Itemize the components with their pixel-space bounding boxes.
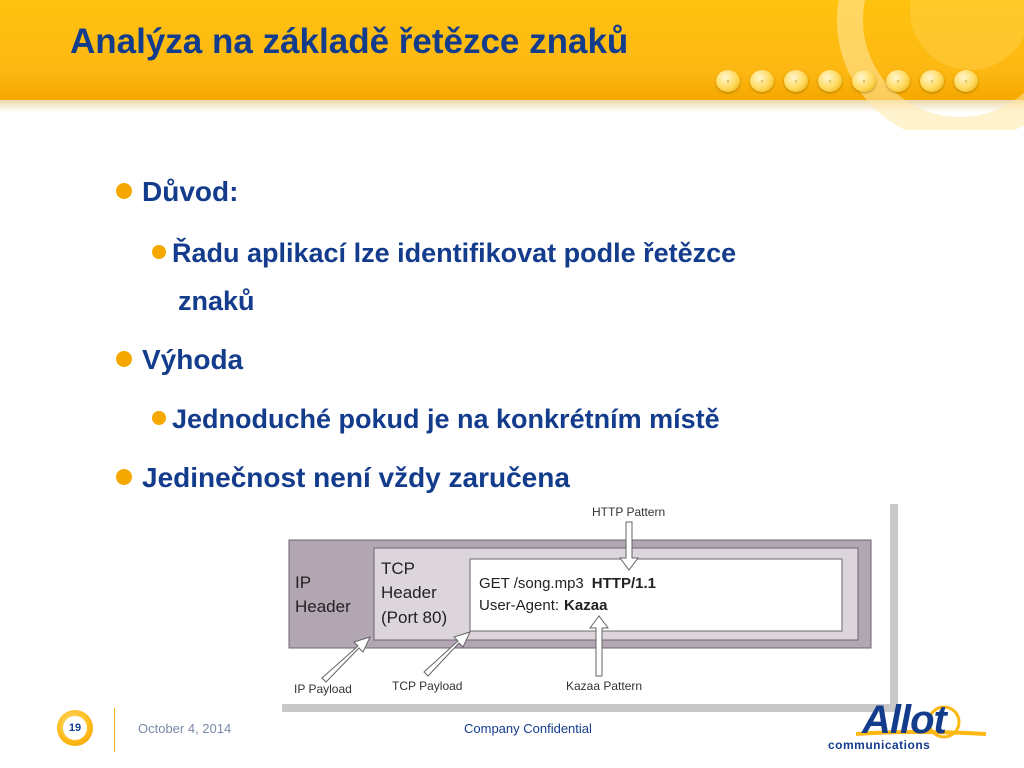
slide-number: 19 bbox=[63, 716, 87, 740]
logo-text: Allot bbox=[862, 698, 946, 742]
payload-line2-prefix: User-Agent: bbox=[479, 597, 560, 614]
diagram-frame-shadow bbox=[282, 704, 898, 712]
diagram-frame-shadow bbox=[890, 504, 898, 712]
slide-title: Analýza na základě řetězce znaků bbox=[70, 22, 629, 61]
bullet-text: Důvod: bbox=[142, 176, 239, 207]
callout-ip-payload: IP Payload bbox=[294, 682, 352, 696]
tcp-label-line2: Header bbox=[381, 583, 437, 602]
slide-number-badge bbox=[57, 710, 93, 746]
bullet-text: Jednoduché pokud je na konkrétním místě bbox=[172, 404, 720, 434]
decor-dot-icon: ◦ bbox=[750, 70, 774, 92]
decor-dot-icon: ◦ bbox=[818, 70, 842, 92]
decor-dot-icon: ◦ bbox=[716, 70, 740, 92]
ip-label-line2: Header bbox=[295, 597, 351, 616]
decor-dot-icon: ◦ bbox=[784, 70, 808, 92]
company-logo bbox=[826, 700, 996, 756]
kazaa-pattern-text: Kazaa bbox=[564, 597, 608, 614]
http-pattern-text: HTTP/1.1 bbox=[591, 575, 656, 592]
payload-line1 bbox=[479, 575, 656, 592]
bullet-text: znaků bbox=[178, 286, 255, 316]
callout-http-pattern: HTTP Pattern bbox=[592, 505, 666, 519]
callout-kazaa-pattern: Kazaa Pattern bbox=[566, 679, 643, 693]
decor-dot-icon: ◦ bbox=[886, 70, 910, 92]
decor-dot-icon: ◦ bbox=[920, 70, 944, 92]
footer-divider bbox=[114, 708, 115, 752]
bullet-text: Jedinečnost není vždy zaručena bbox=[142, 462, 570, 493]
decor-dot-icon: ◦ bbox=[954, 70, 978, 92]
decor-dot-icon: ◦ bbox=[852, 70, 876, 92]
bullet-text: Výhoda bbox=[142, 344, 244, 375]
ip-label-line1: IP bbox=[295, 573, 312, 592]
footer-date: October 4, 2014 bbox=[138, 721, 232, 736]
callout-tcp-payload: TCP Payload bbox=[392, 679, 463, 693]
payload-box bbox=[470, 559, 842, 631]
tcp-label-line3: (Port 80) bbox=[381, 608, 448, 627]
logo-subtext: communications bbox=[828, 738, 931, 752]
payload-line2 bbox=[479, 597, 608, 614]
tcp-label-line1: TCP bbox=[381, 559, 415, 578]
footer-confidential: Company Confidential bbox=[464, 721, 592, 736]
bullet-text: Řadu aplikací lze identifikovat podle řetězce bbox=[172, 238, 737, 268]
payload-line1-prefix: GET /song.mp3 bbox=[479, 575, 584, 592]
